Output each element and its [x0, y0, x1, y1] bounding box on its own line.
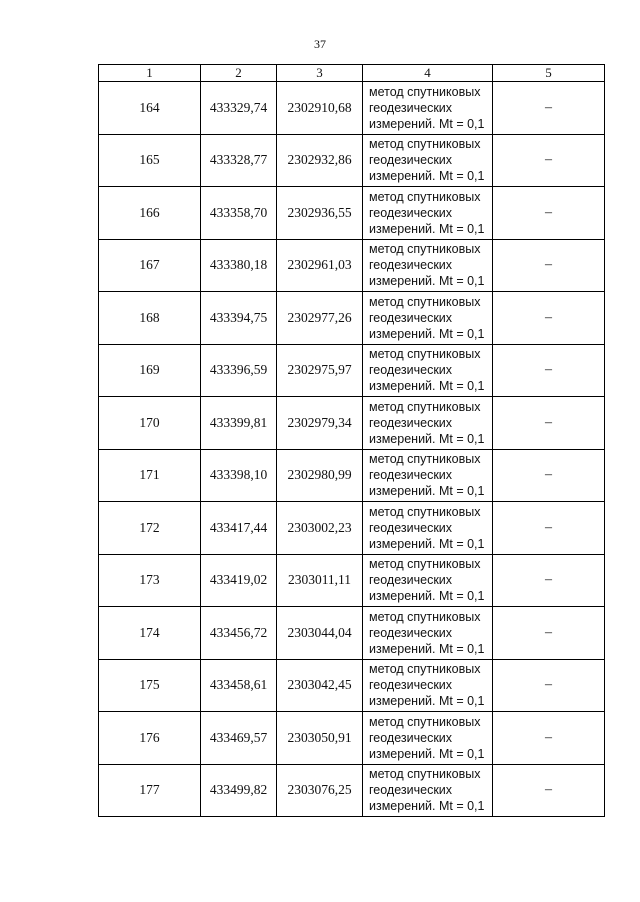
x-coordinate-cell: 433417,44: [201, 502, 277, 555]
point-number-cell: 177: [99, 764, 201, 817]
x-coordinate-cell: 433458,61: [201, 659, 277, 712]
method-cell: [363, 712, 493, 765]
method-line: метод спутниковых: [369, 189, 481, 204]
point-number-cell: 173: [99, 554, 201, 607]
y-coordinate-cell: 2302980,99: [277, 449, 363, 502]
method-cell: [363, 502, 493, 555]
x-coordinate-cell: 433328,77: [201, 134, 277, 187]
col5-cell: –: [493, 134, 605, 187]
method-line: измерений. Mt = 0,1: [369, 641, 485, 656]
method-line: метод спутниковых: [369, 714, 481, 729]
method-line: измерений. Mt = 0,1: [369, 589, 485, 604]
method-line: метод спутниковых: [369, 294, 481, 309]
y-coordinate-cell: 2302961,03: [277, 239, 363, 292]
method-cell: [363, 239, 493, 292]
x-coordinate-cell: 433499,82: [201, 764, 277, 817]
y-coordinate-cell: 2302932,86: [277, 134, 363, 187]
table-row: [99, 344, 605, 397]
method-line: геодезических: [369, 573, 453, 588]
header-row: [99, 65, 605, 82]
page-number: 37: [314, 37, 326, 51]
method-line: метод спутниковых: [369, 242, 481, 257]
table-row: [99, 449, 605, 502]
method-line: измерений. Mt = 0,1: [369, 484, 485, 499]
col5-cell: –: [493, 292, 605, 345]
x-coordinate-cell: 433396,59: [201, 344, 277, 397]
method-cell: [363, 764, 493, 817]
point-number-cell: 167: [99, 239, 201, 292]
method-line: измерений. Mt = 0,1: [369, 431, 485, 446]
y-coordinate-cell: 2302979,34: [277, 397, 363, 450]
method-line: метод спутниковых: [369, 399, 481, 414]
x-coordinate-cell: 433469,57: [201, 712, 277, 765]
method-line: геодезических: [369, 678, 453, 693]
y-coordinate-cell: 2303011,11: [277, 554, 363, 607]
point-number-cell: 174: [99, 607, 201, 660]
x-coordinate-cell: 433380,18: [201, 239, 277, 292]
col5-cell: –: [493, 187, 605, 240]
method-line: метод спутниковых: [369, 662, 481, 677]
table-row: [99, 502, 605, 555]
point-number-cell: 168: [99, 292, 201, 345]
col5-cell: –: [493, 659, 605, 712]
method-line: геодезических: [369, 468, 453, 483]
method-line: метод спутниковых: [369, 84, 481, 99]
point-number-cell: 165: [99, 134, 201, 187]
header-col-4: 4: [363, 65, 493, 82]
method-cell: [363, 397, 493, 450]
col5-cell: –: [493, 82, 605, 135]
table-row: [99, 712, 605, 765]
table-row: [99, 187, 605, 240]
method-cell: [363, 607, 493, 660]
y-coordinate-cell: 2302936,55: [277, 187, 363, 240]
method-cell: [363, 659, 493, 712]
x-coordinate-cell: 433456,72: [201, 607, 277, 660]
col5-cell: –: [493, 607, 605, 660]
point-number-cell: 172: [99, 502, 201, 555]
y-coordinate-cell: 2303002,23: [277, 502, 363, 555]
table-row: [99, 607, 605, 660]
method-line: измерений. Mt = 0,1: [369, 746, 485, 761]
col5-cell: –: [493, 764, 605, 817]
table-row: [99, 659, 605, 712]
x-coordinate-cell: 433394,75: [201, 292, 277, 345]
col5-cell: –: [493, 502, 605, 555]
method-line: геодезических: [369, 205, 453, 220]
method-cell: [363, 449, 493, 502]
col5-cell: –: [493, 449, 605, 502]
point-number-cell: 175: [99, 659, 201, 712]
method-cell: [363, 292, 493, 345]
method-cell: [363, 344, 493, 397]
x-coordinate-cell: 433398,10: [201, 449, 277, 502]
method-line: измерений. Mt = 0,1: [369, 274, 485, 289]
method-cell: [363, 187, 493, 240]
table-header: [99, 65, 605, 82]
y-coordinate-cell: 2302975,97: [277, 344, 363, 397]
point-number-cell: 164: [99, 82, 201, 135]
method-line: измерений. Mt = 0,1: [369, 169, 485, 184]
table-row: [99, 554, 605, 607]
point-number-cell: 170: [99, 397, 201, 450]
x-coordinate-cell: 433358,70: [201, 187, 277, 240]
method-line: метод спутниковых: [369, 609, 481, 624]
y-coordinate-cell: 2303076,25: [277, 764, 363, 817]
method-line: метод спутниковых: [369, 504, 481, 519]
point-number-cell: 176: [99, 712, 201, 765]
method-line: метод спутниковых: [369, 767, 481, 782]
table-row: [99, 292, 605, 345]
table-row: [99, 764, 605, 817]
method-cell: [363, 554, 493, 607]
table-row: [99, 82, 605, 135]
point-number-cell: 166: [99, 187, 201, 240]
y-coordinate-cell: 2302910,68: [277, 82, 363, 135]
method-line: геодезических: [369, 363, 453, 378]
method-cell: [363, 134, 493, 187]
y-coordinate-cell: 2302977,26: [277, 292, 363, 345]
method-line: геодезических: [369, 783, 453, 798]
method-line: геодезических: [369, 258, 453, 273]
method-line: геодезических: [369, 520, 453, 535]
x-coordinate-cell: 433329,74: [201, 82, 277, 135]
point-number-cell: 169: [99, 344, 201, 397]
y-coordinate-cell: 2303042,45: [277, 659, 363, 712]
col5-cell: –: [493, 344, 605, 397]
method-line: измерений. Mt = 0,1: [369, 326, 485, 341]
method-line: метод спутниковых: [369, 452, 481, 467]
method-line: измерений. Mt = 0,1: [369, 694, 485, 709]
method-line: геодезических: [369, 730, 453, 745]
method-line: измерений. Mt = 0,1: [369, 799, 485, 814]
header-col-5: 5: [493, 65, 605, 82]
method-line: геодезических: [369, 153, 453, 168]
method-line: метод спутниковых: [369, 557, 481, 572]
method-line: геодезических: [369, 100, 453, 115]
table-row: [99, 397, 605, 450]
header-col-2: 2: [201, 65, 277, 82]
method-cell: [363, 82, 493, 135]
method-line: измерений. Mt = 0,1: [369, 221, 485, 236]
method-line: измерений. Mt = 0,1: [369, 116, 485, 131]
method-line: геодезических: [369, 415, 453, 430]
col5-cell: –: [493, 712, 605, 765]
table-row: [99, 134, 605, 187]
y-coordinate-cell: 2303044,04: [277, 607, 363, 660]
y-coordinate-cell: 2303050,91: [277, 712, 363, 765]
coordinates-table: [98, 64, 605, 817]
point-number-cell: 171: [99, 449, 201, 502]
method-line: метод спутниковых: [369, 347, 481, 362]
header-col-3: 3: [277, 65, 363, 82]
header-col-1: 1: [99, 65, 201, 82]
col5-cell: –: [493, 554, 605, 607]
method-line: измерений. Mt = 0,1: [369, 536, 485, 551]
table-row: [99, 239, 605, 292]
method-line: геодезических: [369, 625, 453, 640]
table-body: [99, 82, 605, 817]
method-line: метод спутниковых: [369, 137, 481, 152]
method-line: измерений. Mt = 0,1: [369, 379, 485, 394]
col5-cell: –: [493, 397, 605, 450]
x-coordinate-cell: 433419,02: [201, 554, 277, 607]
col5-cell: –: [493, 239, 605, 292]
x-coordinate-cell: 433399,81: [201, 397, 277, 450]
method-line: геодезических: [369, 310, 453, 325]
